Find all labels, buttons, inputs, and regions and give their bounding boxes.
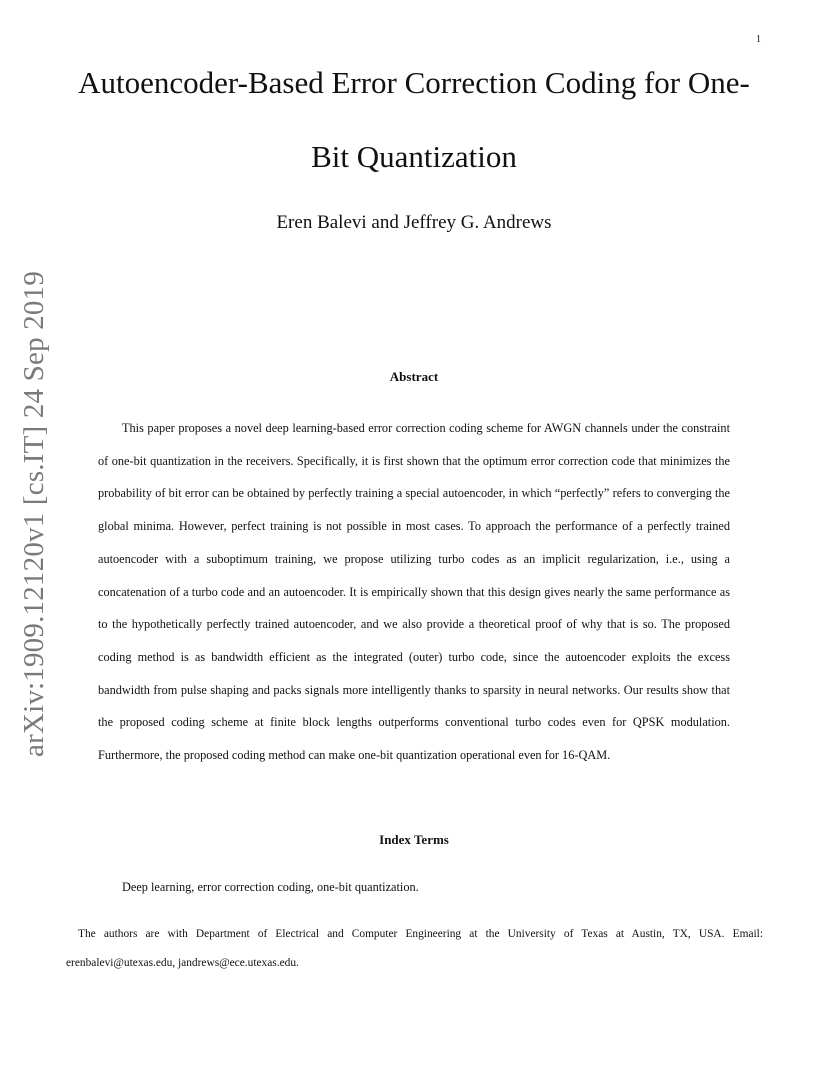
paper-title: Autoencoder-Based Error Correction Coding for One-Bit Quantization <box>78 65 750 174</box>
index-terms-body: Deep learning, error correction coding, one-bit quantization. <box>122 880 419 894</box>
author-list: Eren Balevi and Jeffrey G. Andrews <box>276 212 552 233</box>
index-terms-heading: Index Terms <box>379 832 449 847</box>
author-affiliation-footnote: The authors are with Department of Electrical and Computer Engineering at the University of Texas at Austin, TX, USA. Email: erenbalevi@utexas.edu, jandrews@ece.utexas.edu. <box>66 928 763 969</box>
abstract-heading: Abstract <box>389 369 439 384</box>
page-number: 1 <box>756 34 761 45</box>
abstract-body: This paper proposes a novel deep learning-based error correction coding scheme for AWGN channels under the constraint of one-bit quantization in the receivers. Specifically, it is first shown that the optimum error correction code that minimizes the probability of bit error can be obtained by perfectly training a special autoencoder, in which “perfectly” refers to converging the global minima. However, perfect training is not possible in most cases. To approach the performance of a perfectly trained autoencoder with a suboptimum training, we propose utilizing turbo codes as an implicit regularization, i.e., using a concatenation of a turbo code and an autoencoder. It is empirically shown that this design gives nearly the same performance as to the hypothetically perfectly trained autoencoder, and we also provide a theoretical proof of why that is so. The proposed coding method is as bandwidth efficient as the integrated (outer) turbo code, since the autoencoder exploits the excess bandwidth from pulse shaping and packs signals more intelligently thanks to sparsity in neural networks. Our results show that the proposed coding scheme at finite block lengths outperforms conventional turbo codes even for QPSK modulation. Furthermore, the proposed coding method can make one-bit quantization operational even for 16-QAM. <box>98 421 730 763</box>
arxiv-identifier-stamp: arXiv:1909.12120v1 [cs.IT] 24 Sep 2019 <box>18 270 50 757</box>
